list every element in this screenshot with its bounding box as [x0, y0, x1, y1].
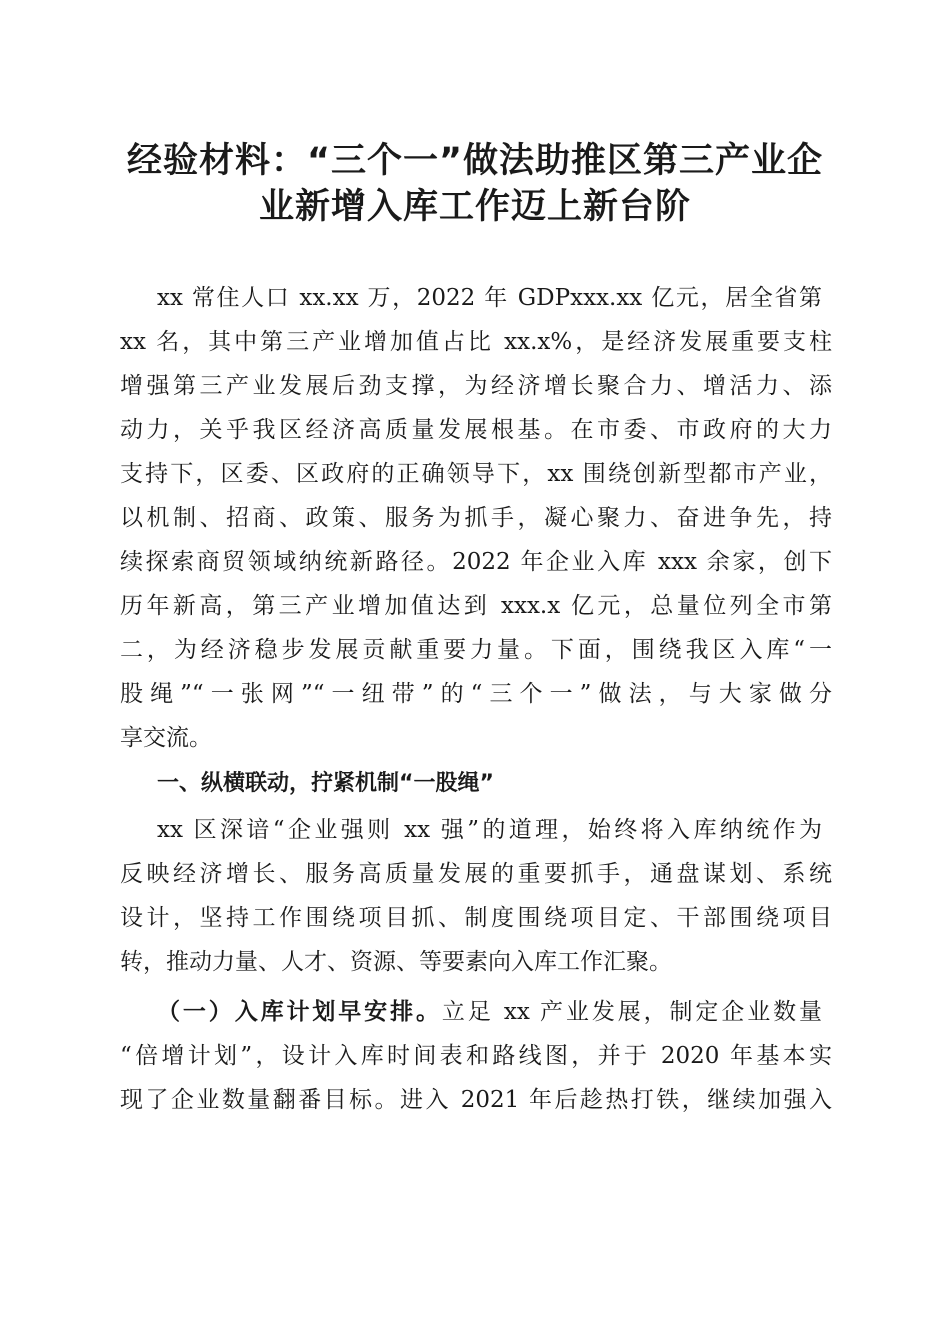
intro-paragraph-line: xx 名，其中第三产业增加值占比 xx.x%，是经济发展重要支柱	[120, 329, 832, 355]
section-1-paragraph-line: 转，推动力量、人才、资源、等要素向入库工作汇聚。	[120, 949, 672, 975]
intro-paragraph-line: 支持下，区委、区政府的正确领导下，xx 围绕创新型都市产业，	[120, 461, 832, 487]
document-title-line-2: 业新增入库工作迈上新台阶	[258, 187, 691, 227]
intro-paragraph-line: 股绳”“一张网”“一纽带”的“三个一”做法，与大家做分	[120, 681, 832, 707]
document-title-line-1: 经验材料：“三个一”做法助推区第三产业企	[126, 141, 823, 181]
section-1-heading: 一、纵横联动，拧紧机制“一股绳”	[157, 771, 494, 796]
subsection-1-first-line	[157, 990, 822, 1034]
intro-paragraph-line: 动力，关乎我区经济高质量发展根基。在市委、市政府的大力	[120, 417, 832, 443]
intro-paragraph-line: 以机制、招商、政策、服务为抓手，凝心聚力、奋进争先，持	[120, 505, 832, 531]
subsection-1-paragraph-line: 现了企业数量翻番目标。进入 2021 年后趁热打铁，继续加强入	[120, 1087, 832, 1113]
intro-paragraph-line: 历年新高，第三产业增加值达到 xxx.x 亿元，总量位列全市第	[120, 593, 832, 619]
intro-paragraph-line: 享交流。	[120, 725, 212, 751]
section-1-paragraph-line: xx 区深谙“企业强则 xx 强”的道理，始终将入库纳统作为	[157, 817, 822, 843]
intro-paragraph-line: 续探索商贸领域纳统新路径。2022 年企业入库 xxx 余家，创下	[120, 549, 832, 575]
intro-paragraph-line: 增强第三产业发展后劲支撑，为经济增长聚合力、增活力、添	[120, 373, 832, 399]
subsection-1-lead: （一）入库计划早安排。	[157, 998, 442, 1025]
intro-paragraph-line: xx 常住人口 xx.xx 万，2022 年 GDPxxx.xx 亿元，居全省第	[157, 285, 822, 311]
subsection-1-paragraph-line: “倍增计划”，设计入库时间表和路线图，并于 2020 年基本实	[120, 1043, 832, 1069]
subsection-1-first-text: 立足 xx 产业发展，制定企业数量	[441, 999, 822, 1025]
section-1-paragraph-line: 反映经济增长、服务高质量发展的重要抓手，通盘谋划、系统	[120, 861, 832, 887]
intro-paragraph-line: 二，为经济稳步发展贡献重要力量。下面，围绕我区入库“一	[120, 637, 832, 663]
section-1-paragraph-line: 设计，坚持工作围绕项目抓、制度围绕项目定、干部围绕项目	[120, 905, 832, 931]
